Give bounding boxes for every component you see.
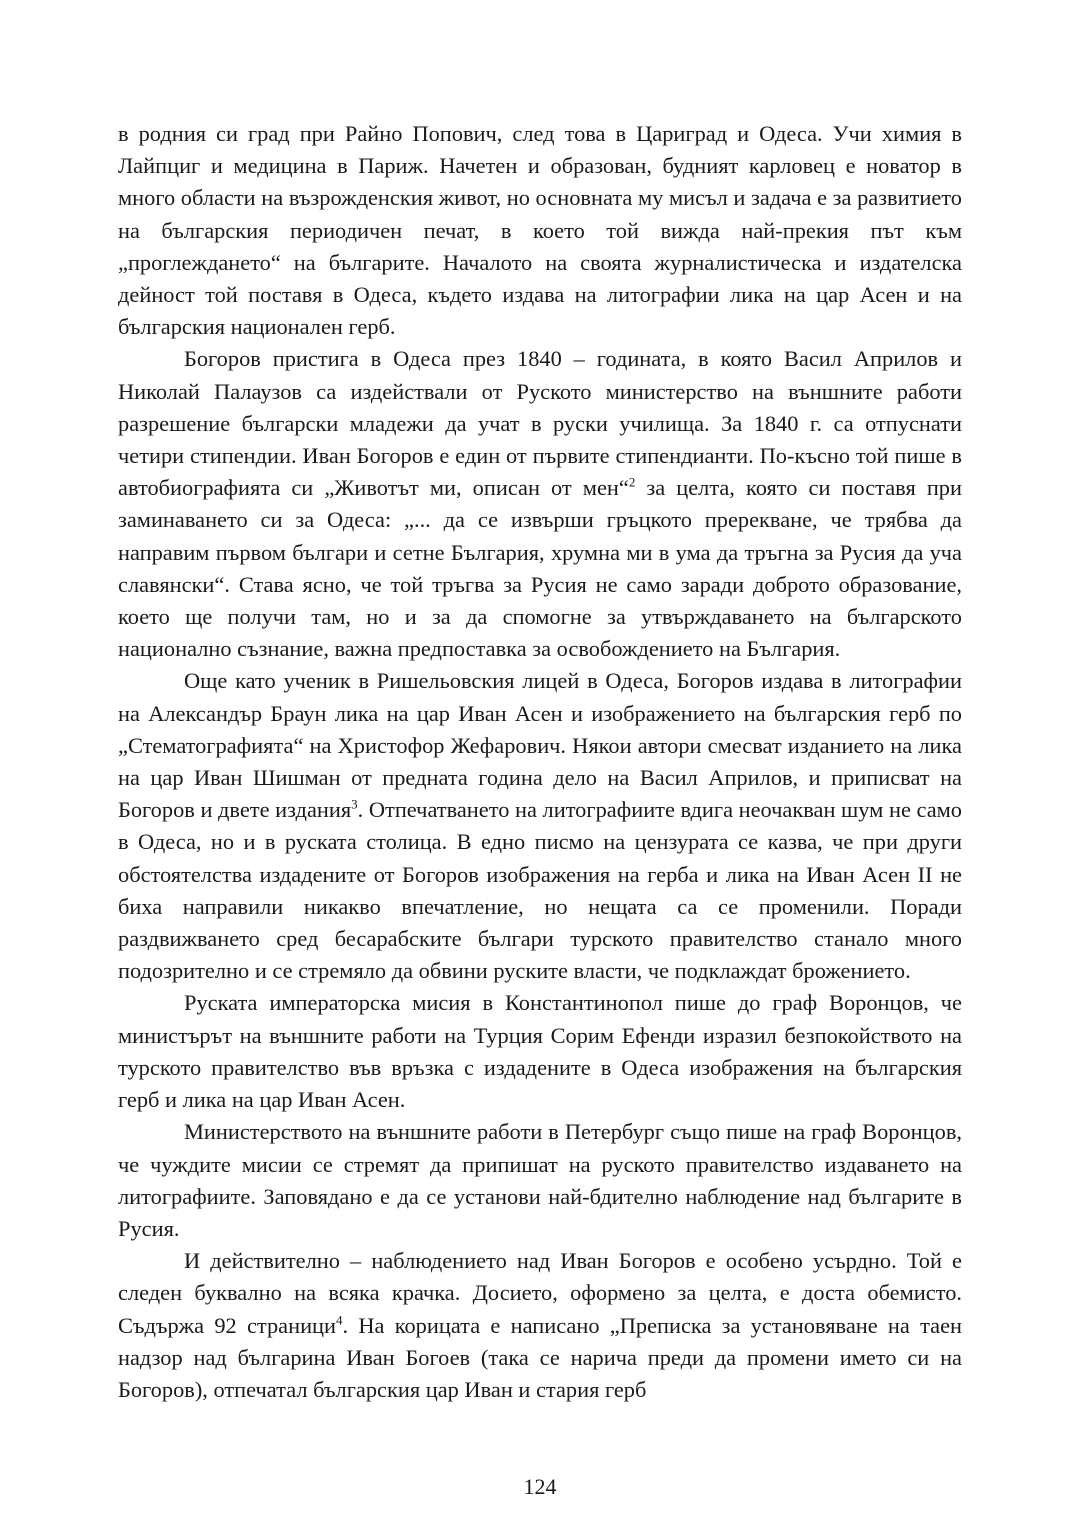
paragraph-text: в родния си град при Райно Попович, след това в Цариград и Одеса. Учи химия в Лайпциг и медицина в Париж. Начетен и образован, будният карловец е новатор в много области на възрожденския живот, но основната му мисъл и задача е за развитието на българския периодичен печат, в което той вижда най-прекия път към „проглеждането“ на българите. Началото на своята журналистическа и издателска дейност той поставя в Одеса, където издава на литографии лика на цар Асен и на българския национален герб. xyxy=(118,121,962,340)
paragraph-4 xyxy=(118,987,962,1116)
paragraph-6 xyxy=(118,1245,962,1406)
paragraph-text: . На корицата е написано „Преписка за установяване на таен надзор над българина Иван Богоев (така се нарича преди да промени името си на Богоров), отпечатал българския цар Иван и стария герб xyxy=(118,1312,962,1402)
paragraph-3 xyxy=(118,665,962,987)
paragraph-text: Още като ученик в Ришельовския лицей в Одеса, Богоров издава в литографии на Александър Браун лика на цар Иван Асен и изображението на българския герб по „Стематографията“ на Христофор Жефарович. Някои автори смесват изданието на лика на цар Иван Шишман от предната година дело на Васил Априлов, и приписват на Богоров и двете издания xyxy=(118,668,962,823)
paragraph-text: за целта, която си поставя при заминаването си за Одеса: „... да се извърши гръцкото пререкване, че трябва да направим първом българи и сетне България, хрумна ми в ума да тръгна за Русия да уча славянски“. Става ясно, че той тръгва за Русия не само заради доброто образование, което ще получи там, но и за да спомогне за утвърждаването на българското национално съзнание, важна предпоставка за освобождението на България. xyxy=(118,475,962,662)
paragraph-5 xyxy=(118,1116,962,1245)
paragraph-text: Министерството на външните работи в Петербург също пише на граф Воронцов, че чуждите мисии се стремят да припишат на руското правителство издаването на литографиите. Заповядано е да се установи най-бдително наблюдение над българите в Русия. xyxy=(118,1119,962,1241)
paragraph-text: . Отпечатването на литографиите вдига неочакван шум не само в Одеса, но и в руската столица. В едно писмо на цензурата се казва, че при други обстоятелства издадените от Богоров изображения на герба и лика на Иван Асен II не биха направили никакво впечатление, но нещата са се променили. Поради раздвижването сред бесарабските българи турското правителство станало много подозрително и се стремяло да обвини руските власти, че подклаждат брожението. xyxy=(118,797,962,984)
footnote-ref-4: 4 xyxy=(336,1312,343,1328)
page-number: 124 xyxy=(523,1474,557,1499)
paragraph-text: Богоров пристига в Одеса през 1840 – годината, в която Васил Априлов и Николай Палаузов са издействали от Руското министерство на външните работи разрешение български младежи да учат в руски училища. За 1840 г. са отпуснати четири стипендии. Иван Богоров е един от първите стипендианти. По-късно той пише в автобиографията си „Животът ми, описан от мен“ xyxy=(118,346,962,501)
footnote-ref-2: 2 xyxy=(628,474,636,490)
page-body xyxy=(118,118,962,1406)
paragraph-2 xyxy=(118,343,962,665)
paragraph-text: Руската императорска мисия в Константинопол пише до граф Воронцов, че министърът на външните работи на Турция Сорим Ефенди изразил безпокойството на турското правителство във връзка с издадените в Одеса изображения на българския герб и лика на цар Иван Асен. xyxy=(118,990,962,1113)
footnote-ref-3: 3 xyxy=(351,796,358,812)
paragraph-text: И действително – наблюдението над Иван Богоров е особено усърдно. Той е следен буквално на всяка крачка. Досието, оформено за целта, е доста обемисто. Съдържа 92 страници xyxy=(118,1248,962,1338)
paragraph-1 xyxy=(118,118,962,343)
